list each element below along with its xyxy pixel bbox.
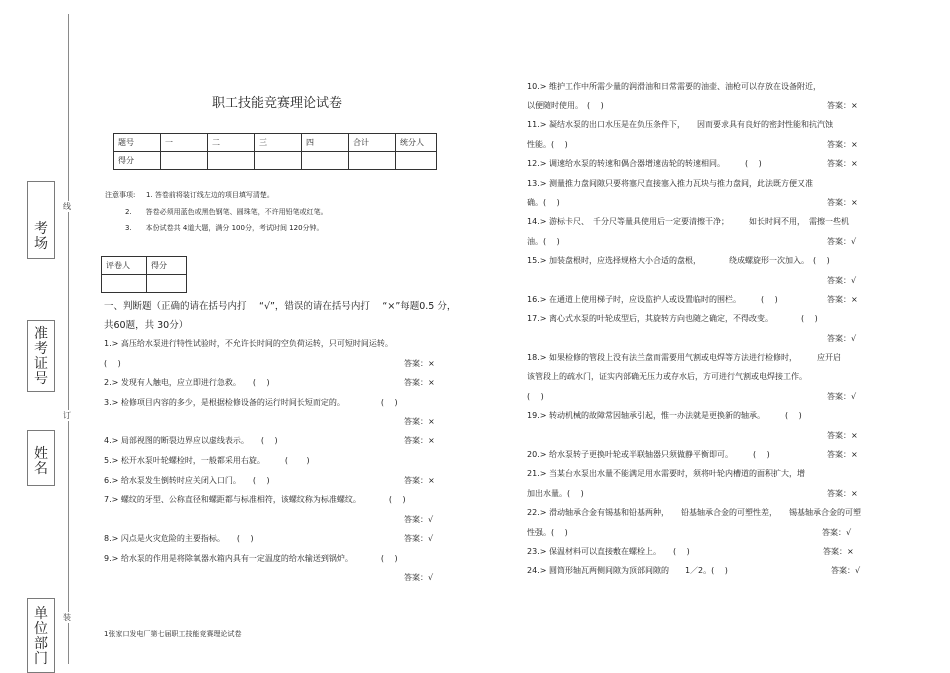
question-text: ( )	[104, 359, 121, 368]
line-mark: 线	[63, 202, 71, 211]
question-text: 1.> 高压给水泵进行特性试验时，不允许长时间的空负荷运转，只可短时间运转。	[104, 339, 393, 348]
name-label: 姓名	[34, 446, 48, 477]
question-text: 3.> 检修项目内容的多少，是根据检修设备的运行时间长短而定的。 ( )	[104, 398, 398, 407]
score-header-cell: 一	[161, 134, 208, 152]
grader-cell	[102, 275, 147, 293]
question-text: 14.> 游标卡尺、 千分尺等量具使用后一定要清擦干净； 如长时间不用， 需擦一些机	[527, 217, 849, 226]
question-text: 以便随时使用。 ( )	[527, 101, 604, 110]
grader-cell	[147, 275, 187, 293]
notes-label: 注意事项:	[105, 191, 136, 199]
question-text: 5.> 松开水泵叶轮螺栓时，一般都采用右旋。 ( )	[104, 456, 310, 465]
answer-text: 答案：×	[827, 450, 858, 459]
question-text: 6.> 给水泵发生倒转时应关闭入口门。 ( )	[104, 476, 270, 485]
answer-text: 答案：×	[404, 417, 435, 426]
answer-text: 答案：×	[404, 378, 435, 387]
score-header-cell: 三	[255, 134, 302, 152]
question-text: 18.> 如果检修的管段上没有法兰盘而需要用气割或电焊等方法进行检修时， 应开启	[527, 353, 841, 362]
question-text: 性能。( )	[527, 140, 568, 149]
question-text: ( )	[527, 392, 544, 401]
score-cell	[208, 152, 255, 170]
note-item: 1. 答卷前将装订线左边的项目填写清楚。	[146, 191, 274, 199]
question-text: 4.> 局部视图的断裂边界应以虚线表示。 ( )	[104, 436, 278, 445]
question-text: 该管段上的疏水门，证实内部确无压力或存水后，方可进行气割或电焊接工作。	[527, 372, 807, 381]
page-footer: 1张家口发电厂第七届职工技能竞赛理论试卷	[104, 630, 242, 638]
exam-room-label: 考场	[34, 221, 48, 252]
question-text: 23.> 保温材料可以直接敷在螺栓上。 ( )	[527, 547, 690, 556]
note-item: 3. 本份试卷共 4道大题，满分 100分，考试时间 120分钟。	[125, 224, 324, 232]
question-text: 性强。( )	[527, 528, 568, 537]
question-text: 8.> 闪点是火灾危险的主要指标。 ( )	[104, 534, 254, 543]
order-mark: 订	[63, 411, 71, 420]
question-text: 7.> 螺纹的牙型、公称直径和螺距都与标准相符，该螺纹称为标准螺纹。 ( )	[104, 495, 406, 504]
question-text: 17.> 离心式水泵的叶轮成型后，其旋转方向也随之确定，不得改变。 ( )	[527, 314, 818, 323]
question-text: 13.> 测量推力盘间隙只要将塞尺直接塞入推力瓦块与推力盘间，此法既方便又准	[527, 179, 813, 188]
answer-text: 答案：√	[404, 573, 434, 582]
answer-text: 答案：×	[827, 198, 858, 207]
score-cell	[302, 152, 349, 170]
answer-text: 答案：×	[827, 295, 858, 304]
score-header-cell: 四	[302, 134, 349, 152]
name-box	[27, 430, 55, 486]
question-text: 12.> 调速给水泵的转速和偶合器增速齿轮的转速相同。 ( )	[527, 159, 762, 168]
question-text: 2.> 发现有人触电，应立即进行急救。 ( )	[104, 378, 270, 387]
answer-text: 答案：×	[827, 159, 858, 168]
answer-text: 答案：×	[827, 489, 858, 498]
question-text: 16.> 在通道上使用梯子时，应设监护人或设置临时的围栏。 ( )	[527, 295, 778, 304]
score-header-cell: 统分人	[396, 134, 437, 152]
grader-table	[101, 256, 187, 293]
score-table	[113, 133, 437, 170]
question-text: 24.> 圆筒形轴瓦两侧间隙为顶部间隙的 1／2。( )	[527, 566, 728, 575]
answer-text: 答案：×	[827, 431, 858, 440]
answer-text: 答案：×	[823, 547, 854, 556]
question-text: 22.> 滑动轴承合金有锡基和铅基两种， 铅基轴承合金的可塑性差， 锡基轴承合金的可塑	[527, 508, 861, 517]
answer-text: 答案：√	[827, 392, 857, 401]
grader-header-row	[102, 257, 187, 275]
grader-header-cell: 评卷人	[102, 257, 147, 275]
answer-text: 答案：√	[822, 528, 852, 537]
exam-id-box	[27, 320, 55, 392]
question-text: 加出水量。( )	[527, 489, 584, 498]
score-header-cell: 合计	[349, 134, 396, 152]
answer-text: 答案：×	[827, 101, 858, 110]
answer-text: 答案：√	[827, 334, 857, 343]
answer-text: 答案：×	[404, 359, 435, 368]
grader-header-cell: 得分	[147, 257, 187, 275]
question-text: 20.> 给水泵转子更换叶轮或半联轴器只须做静平衡即可。 ( )	[527, 450, 770, 459]
bind-mark: 装	[63, 613, 71, 622]
answer-text: 答案：×	[827, 140, 858, 149]
section-heading-cont: 共60题，共 30分）	[104, 320, 189, 331]
score-cell	[396, 152, 437, 170]
score-cell	[349, 152, 396, 170]
answer-text: 答案：√	[827, 237, 857, 246]
answer-text: 答案：√	[831, 566, 861, 575]
score-cell	[255, 152, 302, 170]
answer-text: 答案：√	[404, 534, 434, 543]
score-row-label: 得分	[114, 152, 161, 170]
binding-line	[68, 14, 69, 664]
score-header-cell: 二	[208, 134, 255, 152]
question-text: 21.> 当某台水泵出水量不能满足用水需要时，须将叶轮内槽道的面积扩大，增	[527, 469, 805, 478]
score-header-cell: 题号	[114, 134, 161, 152]
score-table-header-row	[114, 134, 437, 152]
department-label: 单位部门	[34, 606, 48, 667]
question-text: 确。( )	[527, 198, 560, 207]
question-text: 油。( )	[527, 237, 560, 246]
department-box	[27, 598, 55, 673]
answer-text: 答案：√	[404, 515, 434, 524]
exam-room-box	[27, 181, 55, 259]
question-text: 11.> 凝结水泵的出口水压是在负压条件下， 因而要求具有良好的密封性能和抗汽蚀	[527, 120, 833, 129]
question-text: 9.> 给水泵的作用是将除氧器水箱内具有一定温度的给水输送到锅炉。 ( )	[104, 554, 398, 563]
answer-text: 答案：×	[404, 436, 435, 445]
exam-title: 职工技能竞赛理论试卷	[212, 96, 343, 111]
note-item: 2. 答卷必须用蓝色或黑色钢笔、圆珠笔，不许用铅笔或红笔。	[125, 208, 328, 216]
question-text: 19.> 转动机械的故障常因轴承引起，惟一办法就是更换新的轴承。 ( )	[527, 411, 802, 420]
score-table-row	[114, 152, 437, 170]
question-text: 15.> 加装盘根时，应选择规格大小合适的盘根， 绕成螺旋形一次加入。 ( )	[527, 256, 830, 265]
question-text: 10.> 维护工作中所需少量的润滑油和日常需要的油壶、油枪可以存放在设备附近，	[527, 82, 821, 91]
answer-text: 答案：√	[827, 276, 857, 285]
grader-row	[102, 275, 187, 293]
answer-text: 答案：×	[404, 476, 435, 485]
section-heading: 一、判断题（正确的请在括号内打 “√”，错误的请在括号内打 “×”每题0.5 分，	[104, 301, 457, 312]
exam-id-label: 准考证号	[34, 326, 48, 387]
score-cell	[161, 152, 208, 170]
